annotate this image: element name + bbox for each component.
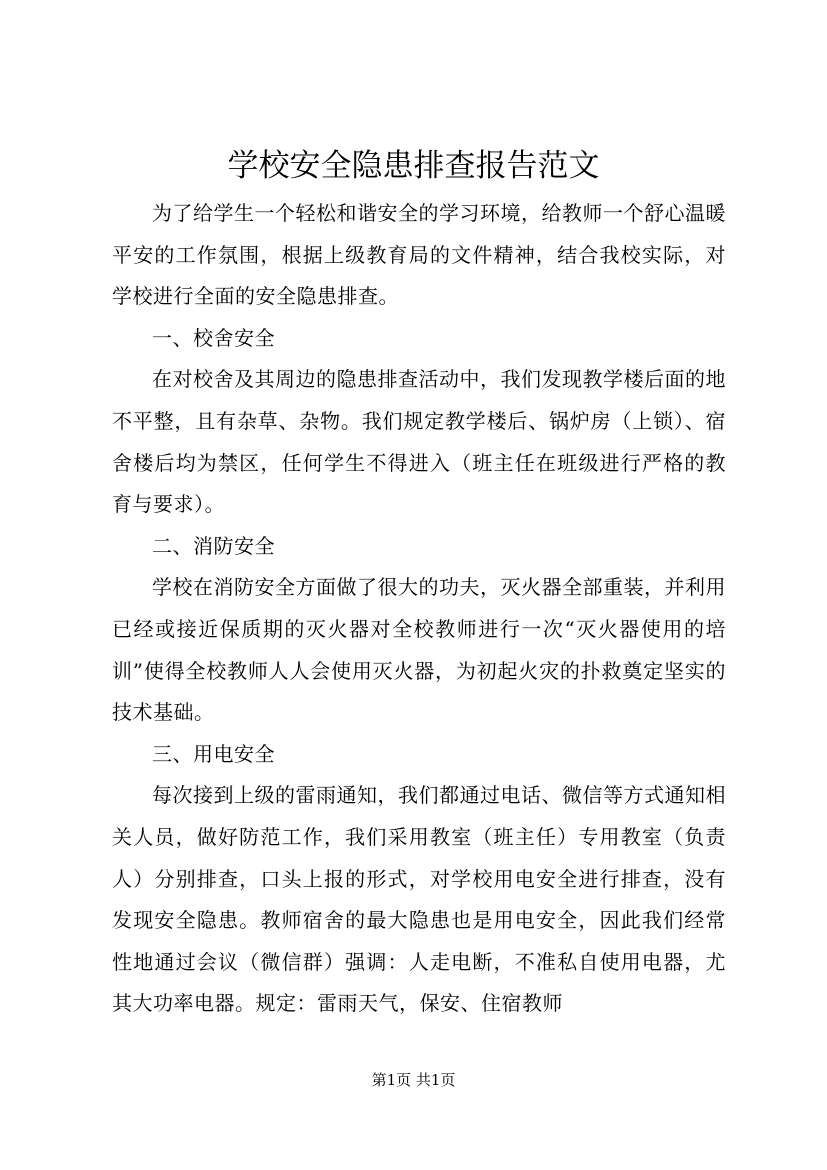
section-heading-school-building: 一、校舍安全 [152,325,275,350]
paragraph-electrical-safety: 每次接到上级的雷雨通知，我们都通过电话、微信等方式通知相关人员，做好防范工作，我们采用教室（班主任）专用教室（负责人）分别排查，口头上报的形式，对学校用电安全进行排查，没有发现安全隐患。教师宿舍的最大隐患也是用电安全，因此我们经常性地通过会议（微信群）强调：人走电断，不准私自使用电器，尤其大功率电器。规定：雷雨天气，保安、住宿教师 [112,783,726,1016]
paragraph-intro: 为了给学生一个轻松和谐安全的学习环境，给教师一个舒心温暖平安的工作氛围，根据上级教育局的文件精神，结合我校实际，对学校进行全面的安全隐患排查。 [112,201,726,309]
document-body [112,193,726,1025]
paragraph-school-building: 在对校舍及其周边的隐患排查活动中，我们发现教学楼后面的地不平整，且有杂草、杂物。我们规定教学楼后、锅炉房（上锁）、宿舍楼后均为禁区，任何学生不得进入（班主任在班级进行严格的教育与要求）。 [112,367,726,517]
document-title: 学校安全隐患排查报告范文 [227,148,600,184]
section-heading-fire-safety: 二、消防安全 [152,533,275,558]
section-heading-electrical-safety: 三、用电安全 [152,741,275,766]
page-footer: 第1页 共1页 [371,1071,456,1089]
paragraph-fire-safety: 学校在消防安全方面做了很大的功夫，灭火器全部重装，并利用已经或接近保质期的灭火器对全校教师进行一次“灭火器使用的培训”使得全校教师人人会使用灭火器，为初起火灾的扑救奠定坚实的技术基础。 [112,575,726,725]
